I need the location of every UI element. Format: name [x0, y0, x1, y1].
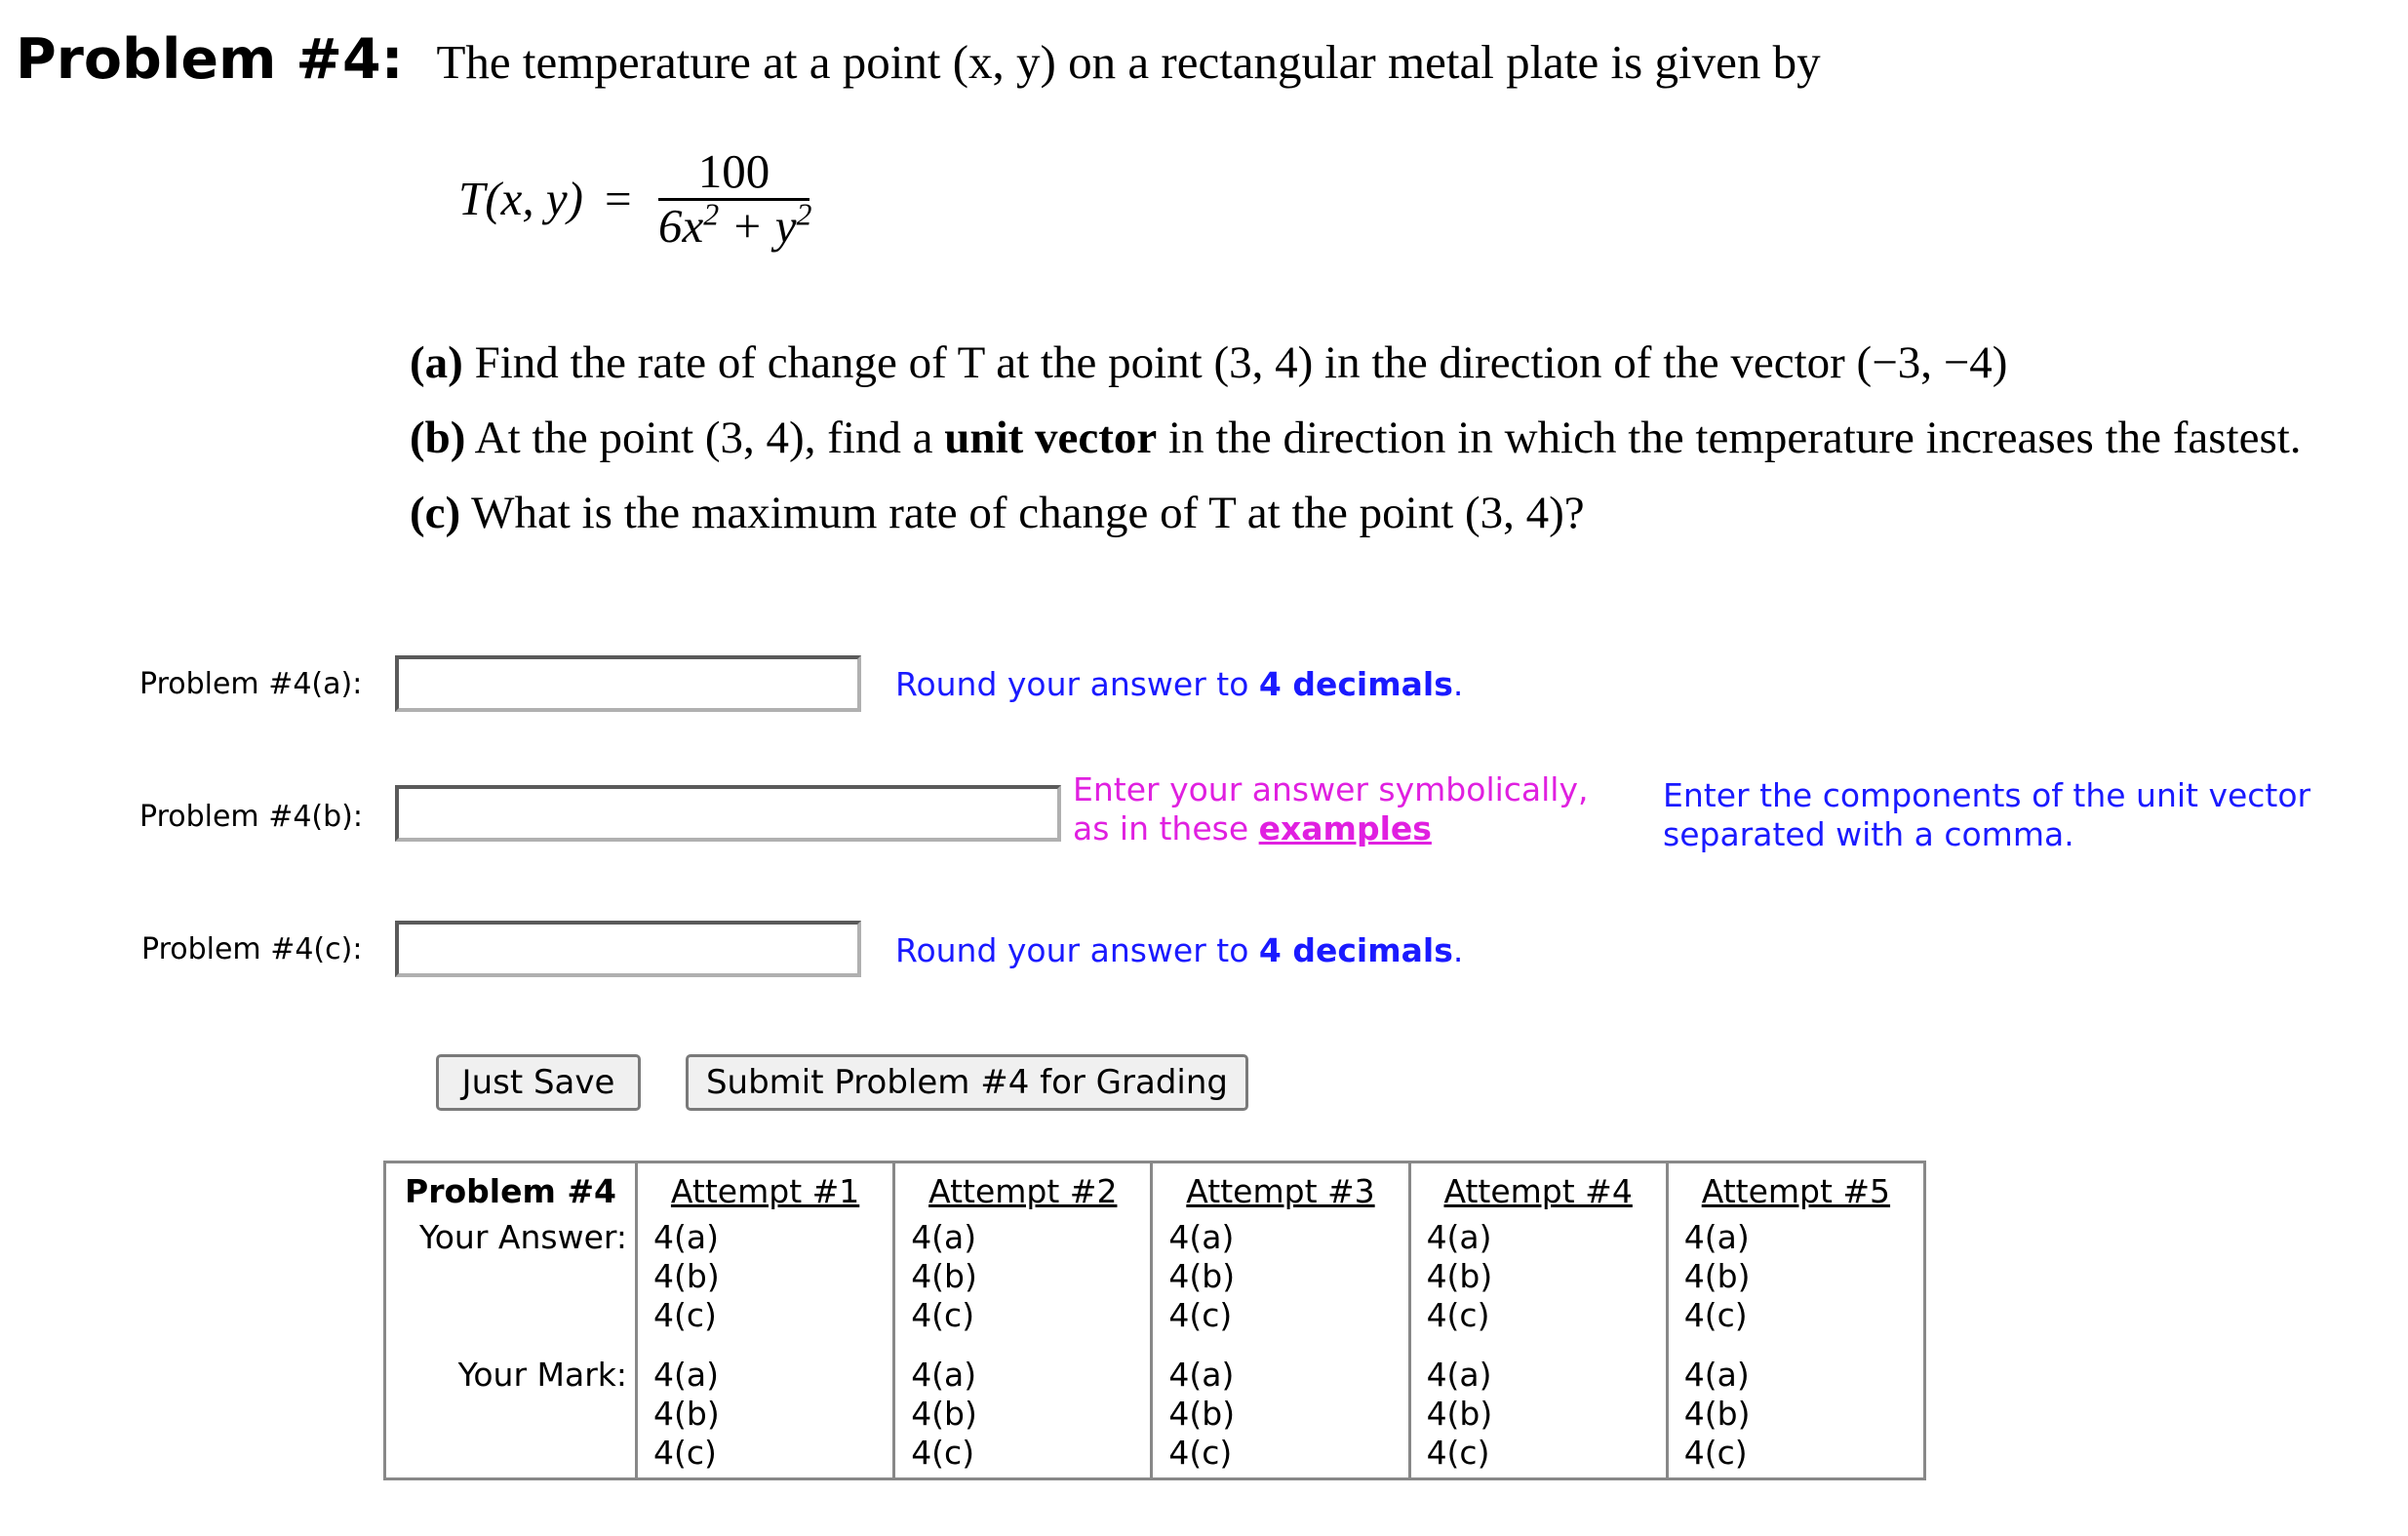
cell-part-a: 4(a): [1426, 1218, 1492, 1256]
cell-part-b: 4(b): [1683, 1394, 1751, 1433]
cell-part-c: 4(c): [1683, 1296, 1748, 1334]
cell-part-c: 4(c): [911, 1296, 975, 1334]
answer-a-hint-suffix: .: [1452, 665, 1464, 703]
den-exp-2: 2: [796, 198, 812, 233]
attempts-table: [383, 1161, 1926, 1480]
cell-part-a: 4(a): [911, 1355, 977, 1394]
cell-part-a: 4(a): [1683, 1355, 1750, 1394]
den-term-x: 6x: [658, 199, 704, 254]
attempt-2-link[interactable]: Attempt #2: [928, 1171, 1118, 1210]
answer-a-hint-prefix: Round your answer to: [895, 665, 1259, 703]
answer-a-hint-bold: 4 decimals: [1258, 665, 1453, 703]
cell-part-a: 4(a): [653, 1355, 719, 1394]
part-b-bold: unit vector: [944, 413, 1158, 463]
your-answer-row: [385, 1218, 1925, 1340]
cell-part-b: 4(b): [1168, 1257, 1236, 1295]
cell-part-b: 4(b): [653, 1257, 720, 1295]
answer-cell: [1409, 1218, 1667, 1340]
symbolic-hint-text: as in these: [1073, 809, 1259, 847]
symbolic-hint-line2: [1073, 809, 1589, 848]
part-b-question: [410, 412, 2302, 464]
answer-cell: [894, 1218, 1152, 1340]
attempt-5-link[interactable]: Attempt #5: [1701, 1171, 1891, 1210]
fraction-denominator: [658, 198, 812, 254]
attempt-1-link[interactable]: Attempt #1: [670, 1171, 860, 1210]
answer-b-vector-hint: [1663, 776, 2310, 854]
answer-c-hint: [895, 931, 1463, 969]
cell-part-c: 4(c): [1426, 1433, 1490, 1472]
answer-c-hint-suffix: .: [1452, 931, 1464, 969]
vector-hint-line2: separated with a comma.: [1663, 815, 2074, 853]
answer-cell: [1152, 1218, 1409, 1340]
mark-cell: [1152, 1340, 1409, 1479]
your-mark-label-text: Your Mark:: [457, 1355, 627, 1394]
attempt-4-link[interactable]: Attempt #4: [1443, 1171, 1633, 1210]
your-mark-label: [385, 1340, 637, 1479]
attempt-4-header: [1409, 1162, 1667, 1219]
cell-part-c: 4(c): [1683, 1433, 1748, 1472]
attempt-3-link[interactable]: Attempt #3: [1186, 1171, 1375, 1210]
answer-cell: [1667, 1218, 1924, 1340]
part-c-label: (c): [410, 488, 461, 538]
answer-a-input[interactable]: [395, 655, 861, 712]
cell-part-c: 4(c): [1426, 1296, 1490, 1334]
formula-equals: =: [605, 172, 632, 225]
cell-part-a: 4(a): [911, 1218, 977, 1256]
part-b-text-before: At the point (3, 4), find a: [474, 413, 945, 463]
vector-hint-line1: Enter the components of the unit vector: [1663, 776, 2311, 814]
just-save-button[interactable]: Just Save: [436, 1054, 641, 1111]
cell-part-a: 4(a): [1168, 1355, 1235, 1394]
cell-part-b: 4(b): [1683, 1257, 1751, 1295]
attempt-5-header: [1667, 1162, 1924, 1219]
part-c-question: [410, 487, 1585, 539]
cell-part-a: 4(a): [1683, 1218, 1750, 1256]
part-a-label: (a): [410, 337, 463, 388]
answer-b-symbolic-hint: [1073, 770, 1589, 848]
cell-part-c: 4(c): [1168, 1296, 1233, 1334]
mark-cell: [1409, 1340, 1667, 1479]
part-c-text: What is the maximum rate of change of T at the point (3, 4)?: [471, 488, 1585, 538]
formula-lhs: T(x, y): [458, 172, 583, 225]
problem-heading: Problem #4:: [16, 27, 404, 92]
part-a-text: Find the rate of change of T at the point (3, 4) in the direction of the vector (−3, −4): [474, 337, 2008, 388]
attempts-header-row: [385, 1162, 1925, 1219]
den-term-y: + y: [719, 199, 797, 254]
table-problem-header: Problem #4: [405, 1171, 616, 1210]
problem-title-row: [16, 27, 1821, 92]
your-answer-label-text: Your Answer:: [418, 1218, 627, 1256]
answer-c-hint-prefix: Round your answer to: [895, 931, 1259, 969]
cell-part-b: 4(b): [1168, 1394, 1236, 1433]
answer-c-input[interactable]: [395, 921, 861, 977]
den-exp-1: 2: [703, 198, 720, 233]
attempt-2-header: [894, 1162, 1152, 1219]
formula-fraction: [658, 144, 812, 254]
mark-cell: [637, 1340, 894, 1479]
submit-button[interactable]: Submit Problem #4 for Grading: [686, 1054, 1248, 1111]
part-a-question: [410, 336, 2007, 389]
answer-b-input[interactable]: [395, 785, 1061, 842]
answer-a-label: Problem #4(a):: [139, 667, 363, 701]
cell-part-b: 4(b): [653, 1394, 720, 1433]
attempt-1-header: [637, 1162, 894, 1219]
answer-c-label: Problem #4(c):: [141, 932, 363, 966]
cell-part-c: 4(c): [653, 1433, 717, 1472]
answer-c-hint-bold: 4 decimals: [1258, 931, 1453, 969]
your-answer-label: [385, 1218, 637, 1340]
part-b-text-after: in the direction in which the temperature increases the fastest.: [1157, 413, 2302, 463]
symbolic-hint-line1: Enter your answer symbolically,: [1073, 770, 1589, 808]
answer-cell: [637, 1218, 894, 1340]
cell-part-b: 4(b): [1426, 1394, 1493, 1433]
cell-part-c: 4(c): [911, 1433, 975, 1472]
examples-link[interactable]: examples: [1258, 809, 1432, 847]
cell-part-c: 4(c): [1168, 1433, 1233, 1472]
problem-intro: The temperature at a point (x, y) on a rectangular metal plate is given by: [436, 35, 1821, 89]
mark-cell: [1667, 1340, 1924, 1479]
cell-part-a: 4(a): [1168, 1218, 1235, 1256]
cell-part-b: 4(b): [911, 1257, 977, 1295]
answer-a-hint: [895, 665, 1463, 703]
cell-part-b: 4(b): [1426, 1257, 1493, 1295]
your-mark-row: [385, 1340, 1925, 1479]
mark-cell: [894, 1340, 1152, 1479]
cell-part-a: 4(a): [653, 1218, 719, 1256]
attempt-3-header: [1152, 1162, 1409, 1219]
part-b-label: (b): [410, 413, 466, 463]
cell-part-a: 4(a): [1426, 1355, 1492, 1394]
fraction-numerator: 100: [697, 144, 770, 198]
answer-b-label: Problem #4(b):: [139, 800, 363, 834]
cell-part-c: 4(c): [653, 1296, 717, 1334]
cell-part-b: 4(b): [911, 1394, 977, 1433]
